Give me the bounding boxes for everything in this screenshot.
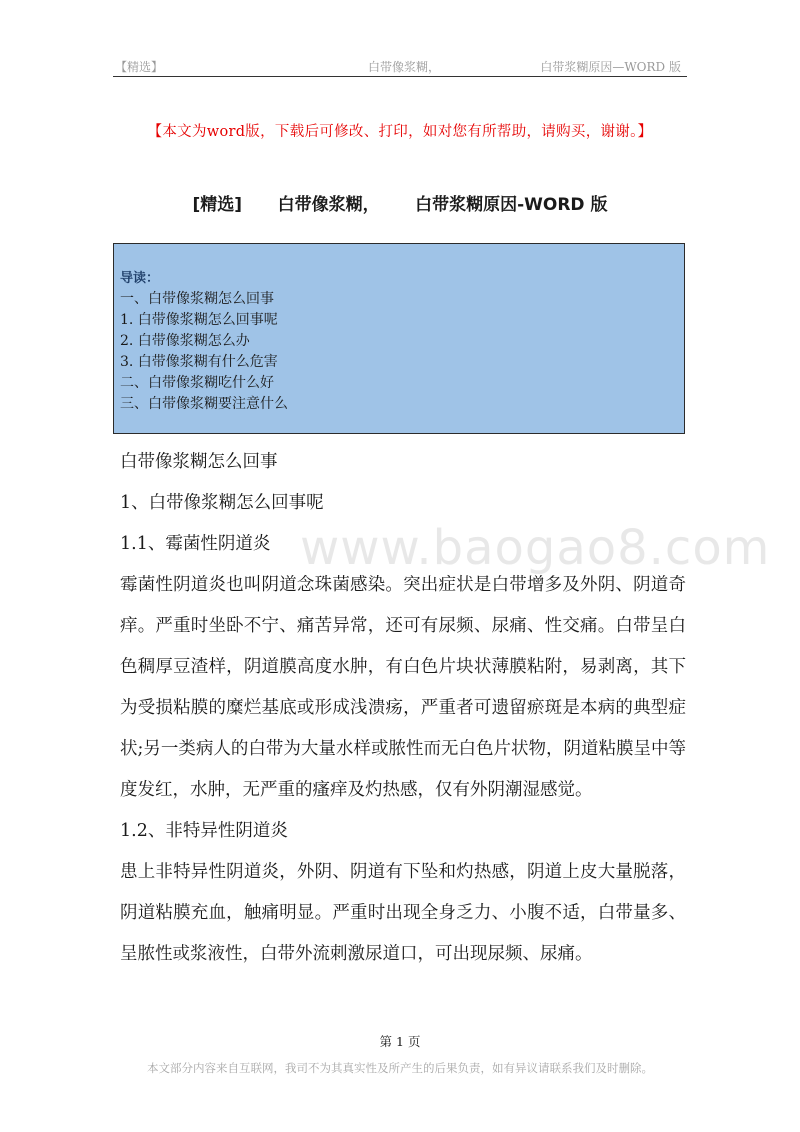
guide-item: 2. 白带像浆糊怎么办: [120, 333, 250, 349]
document-body: [120, 442, 686, 975]
section-heading: 白带像浆糊怎么回事: [120, 452, 278, 472]
document-title: [精选] 白带像浆糊， 白带浆糊原因-WORD 版: [192, 195, 608, 215]
page-footer: 本文部分内容来自互联网，我司不为其真实性及所产生的后果负责，如有异议请联系我们及时删除。: [147, 1061, 653, 1075]
guide-item: 1. 白带像浆糊怎么回事呢: [120, 312, 278, 328]
watermark: www.baogao8.com: [300, 520, 771, 576]
subsection-heading: 1.2、非特异性阴道炎: [120, 821, 288, 841]
header-right: 白带浆糊原因—WORD 版: [540, 60, 681, 74]
guide-label: 导读：: [120, 271, 160, 286]
body-paragraph: 霉菌性阴道炎也叫阴道念珠菌感染。突出症状是白带增多及外阴、阴道奇痒。严重时坐卧不宁、痛苦异常，还可有尿频、尿痛、性交痛。白带呈白色稠厚豆渣样，阴道膜高度水肿，有白色片块状薄膜粘附，易剥离，其下为受损粘膜的糜烂基底或形成浅溃疡，严重者可遗留瘀斑是本病的典型症状;另一类病人的白带为大量水样或脓性而无白色片状物，阴道粘膜呈中等度发红，水肿，无严重的瘙痒及灼热感，仅有外阴潮湿感觉。: [120, 575, 686, 800]
guide-item: 3. 白带像浆糊有什么危害: [120, 354, 278, 370]
header-left: 【精选】: [115, 60, 164, 74]
body-paragraph: 患上非特异性阴道炎，外阴、阴道有下坠和灼热感，阴道上皮大量脱落，阴道粘膜充血，触痛明显。严重时出现全身乏力、小腹不适，白带量多、呈脓性或浆液性，白带外流刺激尿道口，可出现尿频、尿痛。: [120, 862, 686, 964]
guide-item: 一、白带像浆糊怎么回事: [120, 291, 274, 307]
page-number: 第 1 页: [379, 1034, 421, 1049]
subsection-heading: 1、白带像浆糊怎么回事呢: [120, 493, 324, 513]
page-header: [113, 56, 687, 77]
header-middle: 白带像浆糊，: [368, 60, 441, 74]
download-notice: 【本文为word版，下载后可修改、打印，如对您有所帮助，请购买，谢谢。】: [147, 124, 653, 140]
guide-box: [113, 243, 685, 434]
subsection-heading: 1.1、霉菌性阴道炎: [120, 534, 271, 554]
guide-item: 二、白带像浆糊吃什么好: [120, 375, 274, 391]
guide-item: 三、白带像浆糊要注意什么: [120, 396, 288, 412]
